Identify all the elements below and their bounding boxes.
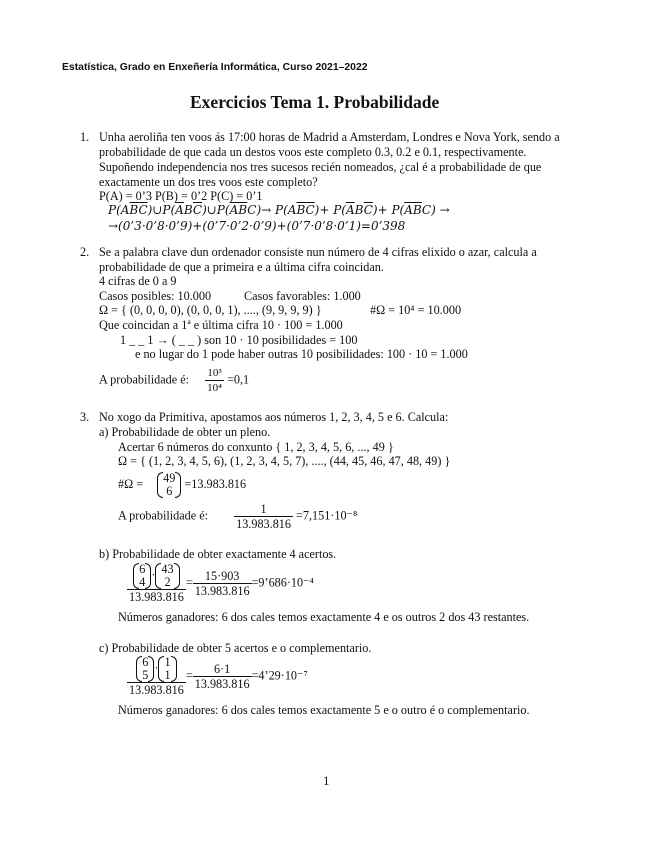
- question-3a-probability: [118, 502, 357, 531]
- question-3c-b2-top: 1: [164, 655, 171, 669]
- question-1-probabilities: P(A) = 0’3 P(B) = 0’2 P(C) = 0’1: [99, 189, 263, 203]
- question-3a-card-label: #Ω =: [118, 476, 144, 491]
- question-3b-frac-num: 15·903: [204, 569, 240, 583]
- question-3c-left-den: 13.983.816: [129, 683, 184, 697]
- question-3a-binomial: [157, 472, 181, 498]
- question-2-sample-space: Ω = { (0, 0, 0, 0), (0, 0, 0, 1), ...., (9, 9, 9, 9) }: [99, 303, 322, 317]
- question-3a-title: a) Probabilidade de obter un pleno.: [99, 425, 271, 439]
- page-title: Exercicios Tema 1. Probabilidade: [190, 92, 440, 112]
- question-3b-b2-bot: 2: [164, 575, 171, 589]
- question-3a-frac-num: 1: [260, 502, 267, 516]
- question-2-line-2: probabilidade de que a primeira e a última cifra coincidan.: [99, 260, 384, 274]
- question-1-number: 1.: [80, 130, 90, 144]
- question-3-number: 3.: [80, 410, 90, 424]
- question-3a-prob-label: A probabilidade é:: [118, 508, 209, 523]
- question-3a-cardinality: [118, 472, 246, 498]
- question-3c-binomials: 6 5 · 1 1: [127, 656, 186, 682]
- question-2-favorable-cases: Casos favorables: 1.000: [244, 289, 361, 303]
- question-2-prob-label: A probabilidade é:: [99, 372, 190, 387]
- question-3b-right-fraction: [193, 569, 252, 598]
- question-2-positions: e no lugar do 1 pode haber outras 10 posibilidades: 100 · 10 = 1.000: [135, 347, 468, 361]
- question-1-line-4: exactamente un dos tres voos este completo?: [99, 175, 318, 189]
- question-3c-b2-bot: 1: [164, 668, 171, 682]
- question-3a-result: =7,151·10⁻⁸: [296, 508, 358, 523]
- question-2-cardinality: #Ω = 10⁴ = 10.000: [370, 303, 462, 317]
- question-2-number: 2.: [80, 245, 90, 259]
- question-1-line-1: Unha aeroliña ten voos ás 17:00 horas de Madrid a Amsterdam, Londres e Nova York, sendo a: [99, 130, 560, 144]
- question-3b-binomial-1: [133, 563, 151, 589]
- question-3a-binom-bot: 6: [166, 484, 173, 498]
- question-3c-b1-top: 6: [142, 655, 149, 669]
- question-3b-b2-top: 43: [161, 562, 174, 576]
- question-3a-fraction: [234, 502, 293, 531]
- question-3c-right-fraction: [193, 662, 252, 691]
- question-3b-binomials: 6 4 · 43 2: [127, 563, 186, 589]
- question-2-possible-cases: Casos posibles: 10.000: [99, 289, 212, 303]
- question-3c-frac-num: 6·1: [214, 662, 231, 676]
- question-2-probability: [99, 366, 249, 395]
- question-3a-line-1: Acertar 6 números do conxunto { 1, 2, 3, 4, 5, 6, ..., 49 }: [118, 440, 394, 454]
- question-2-digits: 4 cifras de 0 a 9: [99, 274, 177, 288]
- question-3c-left-fraction: [127, 656, 186, 697]
- question-2-frac-den: 10⁴: [207, 382, 222, 394]
- question-3c-result: =4’29·10⁻⁷: [251, 668, 308, 683]
- question-3b-title: b) Probabilidade de obter exactamente 4 acertos.: [99, 547, 337, 561]
- question-2-line-1: Se a palabra clave dun ordenador consiste nun número de 4 cifras elixido o azar, calcula a: [99, 245, 537, 259]
- question-3b-left-den: 13.983.816: [129, 590, 184, 604]
- question-2-pattern: 1 _ _ 1 → ( _ _ ) son 10 · 10 posibilidades = 100: [120, 333, 358, 347]
- question-3a-binom-top: 49: [163, 471, 176, 485]
- question-3c-frac-den: 13.983.816: [194, 677, 250, 691]
- question-3b-note: Números ganadores: 6 dos cales temos exactamente 4 e os outros 2 dos 43 restantes.: [118, 610, 530, 624]
- question-1-formula-2: →(0’3·0’8·0’9)+(0’7·0’2·0’9)+(0’7·0’8·0’1)=0’398: [108, 219, 406, 233]
- question-3c-title: c) Probabilidade de obter 5 acertos e o complementario.: [99, 641, 372, 655]
- question-3b-left-fraction: [127, 563, 186, 604]
- question-3c-binomial-1: [136, 656, 154, 682]
- question-3b-formula: 6 4 · 43 2 13.983.816 = $\frac{15\cdot 903}{13.983.816}$ =9’686·10⁻⁴: [129, 562, 314, 604]
- question-3c-note: Números ganadores: 6 dos cales temos exactamente 5 e o outro é o complementario.: [118, 703, 530, 717]
- question-3b-b1-top: 6: [139, 562, 146, 576]
- question-2-frac-num: 10³: [207, 367, 222, 379]
- question-3c-formula: 6 5 · 1 1 13.983.816 = $\frac{6\cdot 1}{13.983.816}$ =4’29·10⁻⁷: [129, 655, 308, 697]
- question-1-line-3: Supoñendo independencia nos tres sucesos recién nomeados, ¿cal é a probabilidade de que: [99, 160, 542, 174]
- question-3-intro: No xogo da Primitiva, apostamos aos números 1, 2, 3, 4, 5 e 6. Calcula:: [99, 410, 449, 424]
- question-1-formula-1: $P(A\overline{BC})\cup P(\overline{A}B\overline{C})\cup P(\overline{AB}C)\to P(A\overline{BC})+ P(\overline{A}B\overline{C})+ P(\overline{AB}C)$ →: [108, 203, 450, 217]
- document-header: Estatística, Grado en Enxeñería Informática, Curso 2021–2022: [62, 62, 368, 73]
- question-2-coincide: Que coincidan a 1ª e última cifra 10 · 100 = 1.000: [99, 318, 343, 332]
- question-3b-result: =9’686·10⁻⁴: [251, 575, 314, 590]
- question-2-fraction: [205, 366, 224, 395]
- question-3b-binomial-2: [155, 563, 179, 589]
- question-3b-frac-den: 13.983.816: [194, 584, 250, 598]
- question-3a-frac-den: 13.983.816: [236, 517, 291, 531]
- question-3a-line-2: Ω = { (1, 2, 3, 4, 5, 6), (1, 2, 3, 4, 5, 7), ...., (44, 45, 46, 47, 48, 49) }: [118, 454, 451, 468]
- question-3c-b1-bot: 5: [142, 668, 149, 682]
- question-2-result: =0,1: [227, 372, 250, 387]
- page-number: 1: [323, 773, 330, 788]
- question-3a-card-result: =13.983.816: [184, 476, 247, 491]
- question-1-line-2: probabilidade de que cada un destos voos este completo 0.3, 0.2 e 0.1, respectivamente.: [99, 145, 527, 159]
- question-3c-binomial-2: [158, 656, 176, 682]
- question-3b-b1-bot: 4: [139, 575, 146, 589]
